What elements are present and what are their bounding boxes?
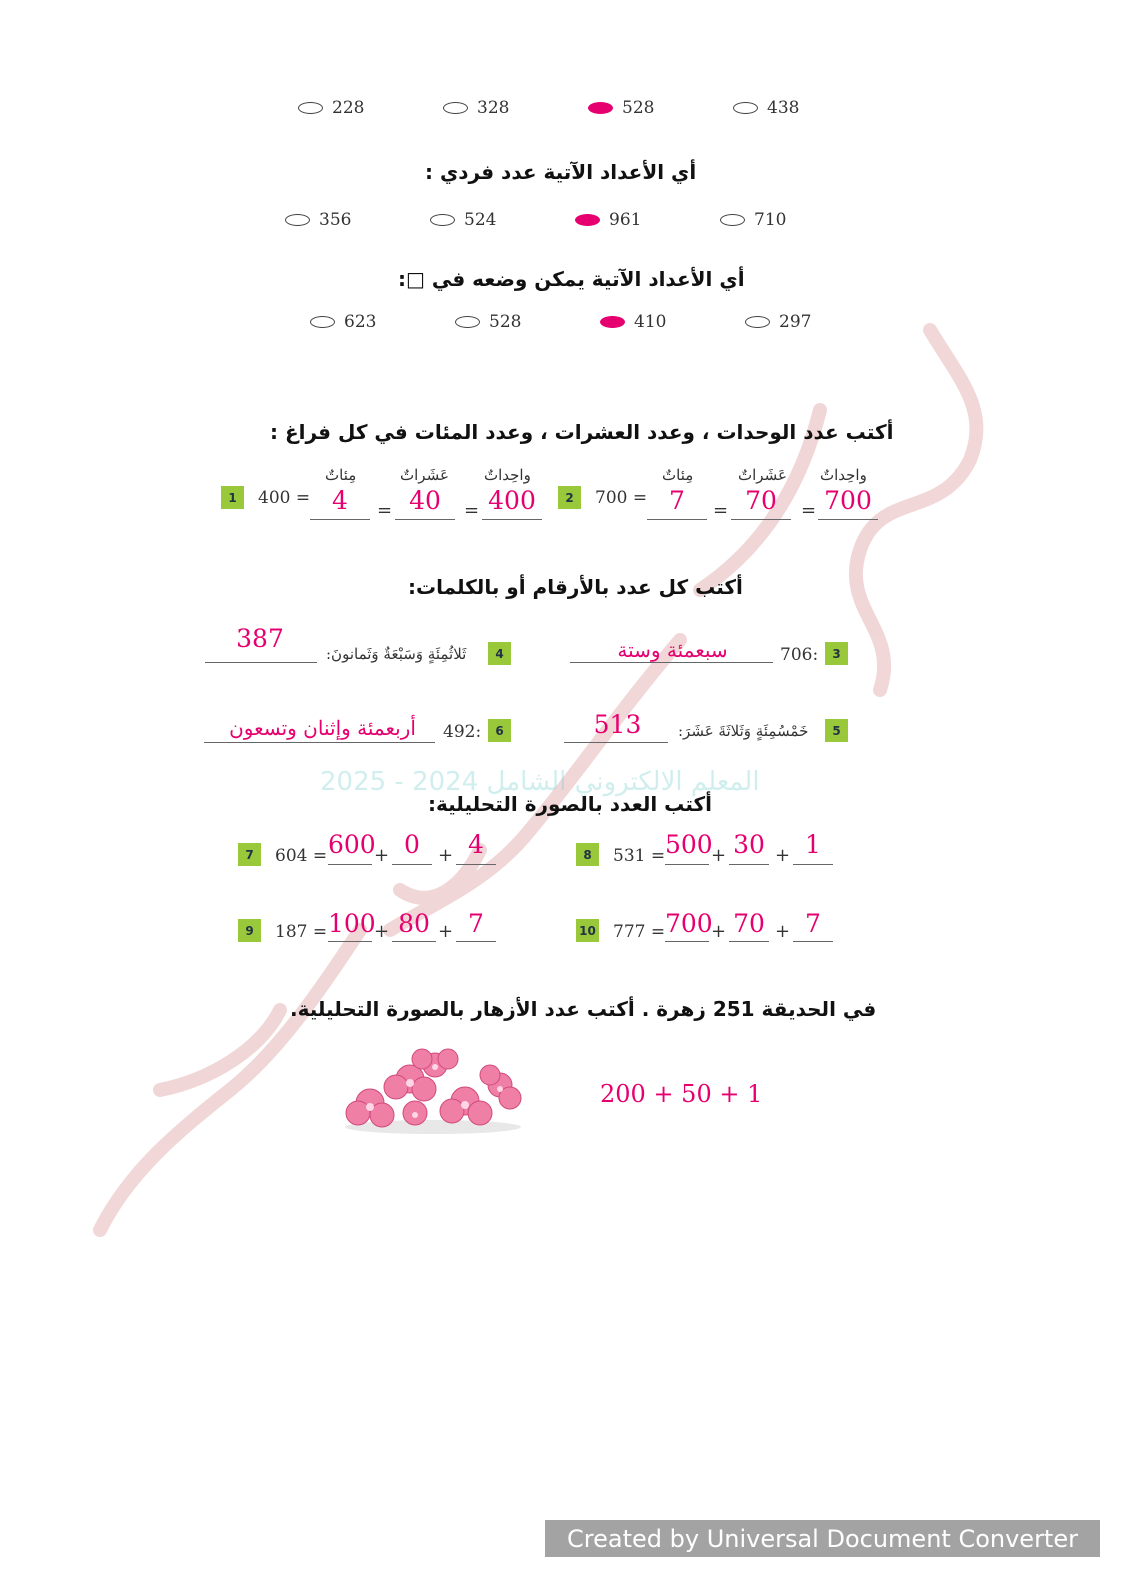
item-3-answer[interactable]: سبعمئة وستة: [617, 638, 728, 662]
item-8-blank-3: [793, 864, 833, 865]
item-4-blank: [205, 662, 317, 663]
item-10-number: 777 =: [613, 922, 666, 942]
item-9-blank-3: [456, 941, 496, 942]
item-10-blank-3: [793, 941, 833, 942]
item-7-number: 604 =: [275, 846, 328, 866]
label-ones: واحِداتٌ: [484, 466, 531, 484]
item-2-ones-answer[interactable]: 700: [824, 486, 872, 515]
item-10-blank-2: [729, 941, 769, 942]
radio-empty-icon[interactable]: [443, 102, 468, 114]
item-9-blank-2: [392, 941, 436, 942]
flowers-prompt: في الحديقة 251 زهرة . أكتب عدد الأزهار بالصورة التحليلية.: [290, 997, 877, 1021]
plus-sign: +: [711, 921, 727, 942]
item-4-given: ثَلاثُمِئَةٍ وَسَبْعَةٌ وَثَمانونَ:: [326, 645, 467, 663]
item-6-answer[interactable]: أربعمئة وإثنان وتسعون: [229, 716, 416, 740]
badge-4: 4: [488, 642, 511, 665]
q3-option-3[interactable]: 410: [600, 312, 745, 332]
item-9-blank-1: [328, 941, 372, 942]
item-7-part-3[interactable]: 4: [468, 830, 484, 859]
item-9-part-3[interactable]: 7: [468, 909, 484, 938]
badge-7: 7: [238, 843, 261, 866]
label-tens: عَشَراتٌ: [400, 466, 449, 484]
item-10-blank-1: [665, 941, 709, 942]
item-2-tens-answer[interactable]: 70: [745, 486, 777, 515]
item-8-blank-2: [729, 864, 769, 865]
item-2-ones-blank: [818, 519, 878, 520]
badge-8: 8: [576, 843, 599, 866]
plus-sign: +: [775, 921, 791, 942]
item-2-tens-blank: [731, 519, 791, 520]
item-1-hundreds-answer[interactable]: 4: [332, 486, 348, 515]
q2-options: [285, 200, 845, 240]
plus-sign: +: [438, 845, 454, 866]
radio-empty-icon[interactable]: [285, 214, 310, 226]
plus-sign: +: [775, 845, 791, 866]
radio-empty-icon[interactable]: [733, 102, 758, 114]
q3-option-1[interactable]: 623: [310, 312, 455, 332]
item-3-blank: [570, 662, 773, 663]
item-9-part-1[interactable]: 100: [328, 909, 376, 938]
item-7-part-1[interactable]: 600: [328, 830, 376, 859]
label-hundreds: مِئاتٌ: [662, 466, 694, 484]
item-9-part-2[interactable]: 80: [398, 909, 430, 938]
item-7-part-2[interactable]: 0: [404, 830, 420, 859]
q2-option-3[interactable]: 961: [575, 210, 720, 230]
badge-10: 10: [576, 919, 599, 942]
q3-option-4[interactable]: 297: [745, 312, 865, 332]
radio-filled-icon[interactable]: [575, 214, 600, 226]
plus-sign: +: [438, 921, 454, 942]
flowers-answer[interactable]: 200 + 50 + 1: [600, 1080, 763, 1108]
item-5-answer[interactable]: 513: [593, 710, 642, 739]
item-1-hundreds-blank: [310, 519, 370, 520]
item-8-number: 531 =: [613, 846, 666, 866]
item-9-number: 187 =: [275, 922, 328, 942]
label-hundreds: مِئاتٌ: [325, 466, 357, 484]
label-tens: عَشَراتٌ: [738, 466, 787, 484]
badge-6: 6: [488, 719, 511, 742]
badge-2: 2: [558, 486, 581, 509]
plus-sign: +: [374, 921, 390, 942]
item-6-blank: [204, 742, 435, 743]
badge-1: 1: [221, 486, 244, 509]
item-8-part-1[interactable]: 500: [665, 830, 713, 859]
item-10-part-2[interactable]: 70: [733, 909, 765, 938]
q2-option-4[interactable]: 710: [720, 210, 840, 230]
item-3-given: :706: [780, 645, 819, 665]
q2-option-2[interactable]: 524: [430, 210, 575, 230]
plus-sign: +: [374, 845, 390, 866]
item-8-blank-1: [665, 864, 709, 865]
badge-3: 3: [825, 642, 848, 665]
q3-option-2[interactable]: 528: [455, 312, 600, 332]
item-10-part-1[interactable]: 700: [665, 909, 713, 938]
item-5-given: خَمْسُمِئَةٍ وَثَلاثَةَ عَشَرَ:: [678, 722, 809, 740]
q3-options: [310, 302, 870, 342]
radio-empty-icon[interactable]: [720, 214, 745, 226]
footer-banner: Created by Universal Document Converter: [545, 1520, 1100, 1557]
place-value-prompt: أكتب عدد الوحدات ، وعدد العشرات ، وعدد المئات في كل فراغ :: [270, 420, 894, 444]
item-4-answer[interactable]: 387: [236, 624, 284, 653]
item-7-blank-1: [328, 864, 372, 865]
radio-filled-icon[interactable]: [588, 102, 613, 114]
item-8-part-2[interactable]: 30: [733, 830, 765, 859]
item-7-blank-3: [456, 864, 496, 865]
item-5-blank: [564, 742, 668, 743]
item-1-tens-blank: [395, 519, 455, 520]
q2-prompt: أي الأعداد الآتية عدد فردي :: [425, 160, 697, 184]
watermark-year-banner: المعلم الالكتروني الشامل 2024 - 2025: [320, 767, 760, 797]
plus-sign: +: [711, 845, 727, 866]
q3-prompt: أي الأعداد الآتية يمكن وضعه في □:: [398, 267, 745, 291]
q1-option-3[interactable]: 528: [588, 98, 733, 118]
item-1-ones-answer[interactable]: 400: [488, 486, 536, 515]
q1-option-2[interactable]: 328: [443, 98, 588, 118]
pink-flowers-image: [340, 1043, 525, 1135]
eq-sign: =: [464, 500, 480, 521]
item-1-tens-answer[interactable]: 40: [409, 486, 441, 515]
radio-empty-icon[interactable]: [455, 316, 480, 328]
item-2-expr: 700 =: [595, 488, 648, 508]
radio-empty-icon[interactable]: [310, 316, 335, 328]
radio-filled-icon[interactable]: [600, 316, 625, 328]
label-ones: واحِداتٌ: [820, 466, 867, 484]
item-7-blank-2: [392, 864, 432, 865]
item-1-ones-blank: [482, 519, 542, 520]
item-1-expr: 400 =: [258, 488, 311, 508]
radio-empty-icon[interactable]: [298, 102, 323, 114]
radio-empty-icon[interactable]: [430, 214, 455, 226]
q1-options: [298, 88, 858, 128]
item-8-part-3[interactable]: 1: [805, 830, 821, 859]
eq-sign: =: [713, 500, 729, 521]
words-prompt: أكتب كل عدد بالأرقام أو بالكلمات:: [408, 575, 743, 599]
badge-9: 9: [238, 919, 261, 942]
item-10-part-3[interactable]: 7: [805, 909, 821, 938]
eq-sign: =: [801, 500, 817, 521]
q1-option-1[interactable]: 228: [298, 98, 443, 118]
q1-option-4[interactable]: 438: [733, 98, 853, 118]
badge-5: 5: [825, 719, 848, 742]
item-2-hundreds-answer[interactable]: 7: [669, 486, 685, 515]
radio-empty-icon[interactable]: [745, 316, 770, 328]
item-2-hundreds-blank: [647, 519, 707, 520]
expanded-prompt: أكتب العدد بالصورة التحليلية:: [428, 792, 713, 816]
eq-sign: =: [377, 500, 393, 521]
item-6-given: :492: [443, 722, 482, 742]
q2-option-1[interactable]: 356: [285, 210, 430, 230]
